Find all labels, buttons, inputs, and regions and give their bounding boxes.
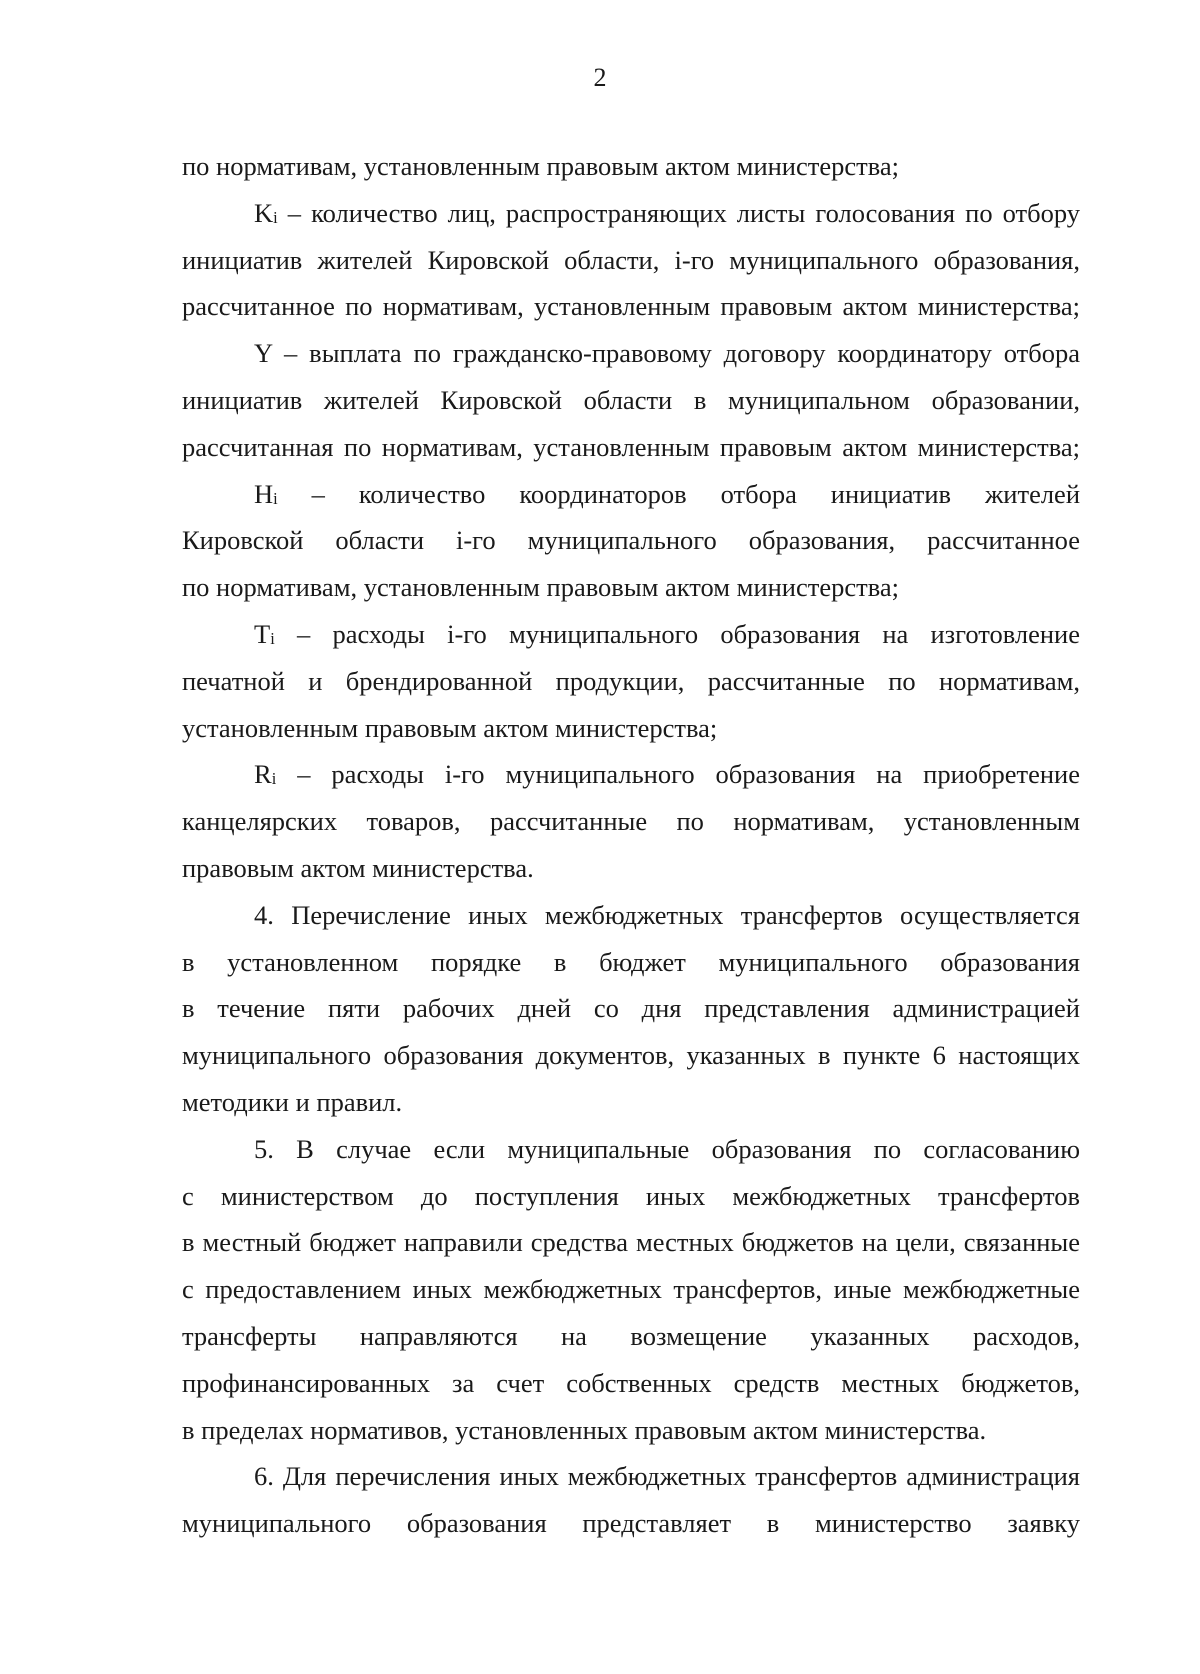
formula-symbol: $T_i$ — [254, 618, 275, 649]
text-line: в установленном порядке в бюджет муниципального образования — [182, 946, 1080, 977]
clause-6 — [182, 1453, 1080, 1547]
clause-5 — [182, 1126, 1080, 1454]
text-line: рассчитанная по нормативам, установленным правовым актом министерства; — [182, 431, 1080, 462]
text-line: Y – выплата по гражданско-правовому договору координатору отбора — [254, 338, 1080, 369]
formula-symbol: Y — [254, 338, 273, 369]
text-line: $K_i$ – количество лиц, распространяющих листы голосования по отбору — [254, 197, 1080, 228]
text-line: установленным правовым актом министерства; — [182, 712, 718, 743]
definition-k — [182, 190, 1080, 330]
text-line: инициатив жителей Кировской области, i-го муниципального образования, — [182, 244, 1080, 275]
text-line: методики и правил. — [182, 1086, 403, 1117]
text-line: в течение пяти рабочих дней со дня представления администрацией — [182, 993, 1080, 1024]
text-line: инициатив жителей Кировской области в муниципальном образовании, — [182, 384, 1080, 415]
text-line: с предоставлением иных межбюджетных трансфертов, иные межбюджетные — [182, 1274, 1080, 1305]
formula-symbol: $R_i$ — [254, 759, 277, 790]
text-line: 4. Перечисление иных межбюджетных трансфертов осуществляется — [254, 899, 1080, 930]
formula-symbol: $K_i$ — [254, 197, 278, 228]
page-number: 2 — [593, 63, 607, 92]
text-line: печатной и брендированной продукции, рассчитанные по нормативам, — [182, 665, 1080, 696]
text-line: $H_i$ – количество координаторов отбора инициатив жителей — [254, 478, 1080, 509]
text-line: $T_i$ – расходы i-го муниципального образования на изготовление — [254, 618, 1080, 649]
text-line: рассчитанное по нормативам, установленным правовым актом министерства; — [182, 291, 1080, 322]
definition-y — [182, 330, 1080, 470]
clause-4 — [182, 892, 1080, 1126]
text-line: 5. В случае если муниципальные образования по согласованию — [254, 1133, 1080, 1164]
text-line: муниципального образования документов, указанных в пункте 6 настоящих — [182, 1040, 1080, 1071]
text-line: муниципального образования представляет в министерство заявку — [182, 1508, 1080, 1539]
document-body — [182, 143, 1080, 1547]
text-line: канцелярских товаров, рассчитанные по нормативам, установленным — [182, 806, 1080, 837]
text-line: в пределах нормативов, установленных правовым актом министерства. — [182, 1414, 987, 1445]
definition-h — [182, 471, 1080, 611]
text-line: профинансированных за счет собственных средств местных бюджетов, — [182, 1367, 1080, 1398]
formula-symbol: $H_i$ — [254, 478, 278, 509]
paragraph-continuation — [182, 143, 1080, 190]
text-line: с министерством до поступления иных межбюджетных трансфертов — [182, 1180, 1080, 1211]
text-line: в местный бюджет направили средства местных бюджетов на цели, связанные — [182, 1227, 1080, 1258]
definition-t — [182, 611, 1080, 751]
text-line: Кировской области i-го муниципального образования, рассчитанное — [182, 525, 1080, 556]
text-line: трансферты направляются на возмещение указанных расходов, — [182, 1320, 1080, 1351]
definition-r — [182, 751, 1080, 891]
text-line: $R_i$ – расходы i-го муниципального образования на приобретение — [254, 759, 1080, 790]
text-line: 6. Для перечисления иных межбюджетных трансфертов администрация — [254, 1461, 1080, 1492]
text-line: по нормативам, установленным правовым актом министерства; — [182, 572, 899, 603]
text-line: правовым актом министерства. — [182, 852, 534, 883]
text-line: по нормативам, установленным правовым актом министерства; — [182, 151, 899, 181]
